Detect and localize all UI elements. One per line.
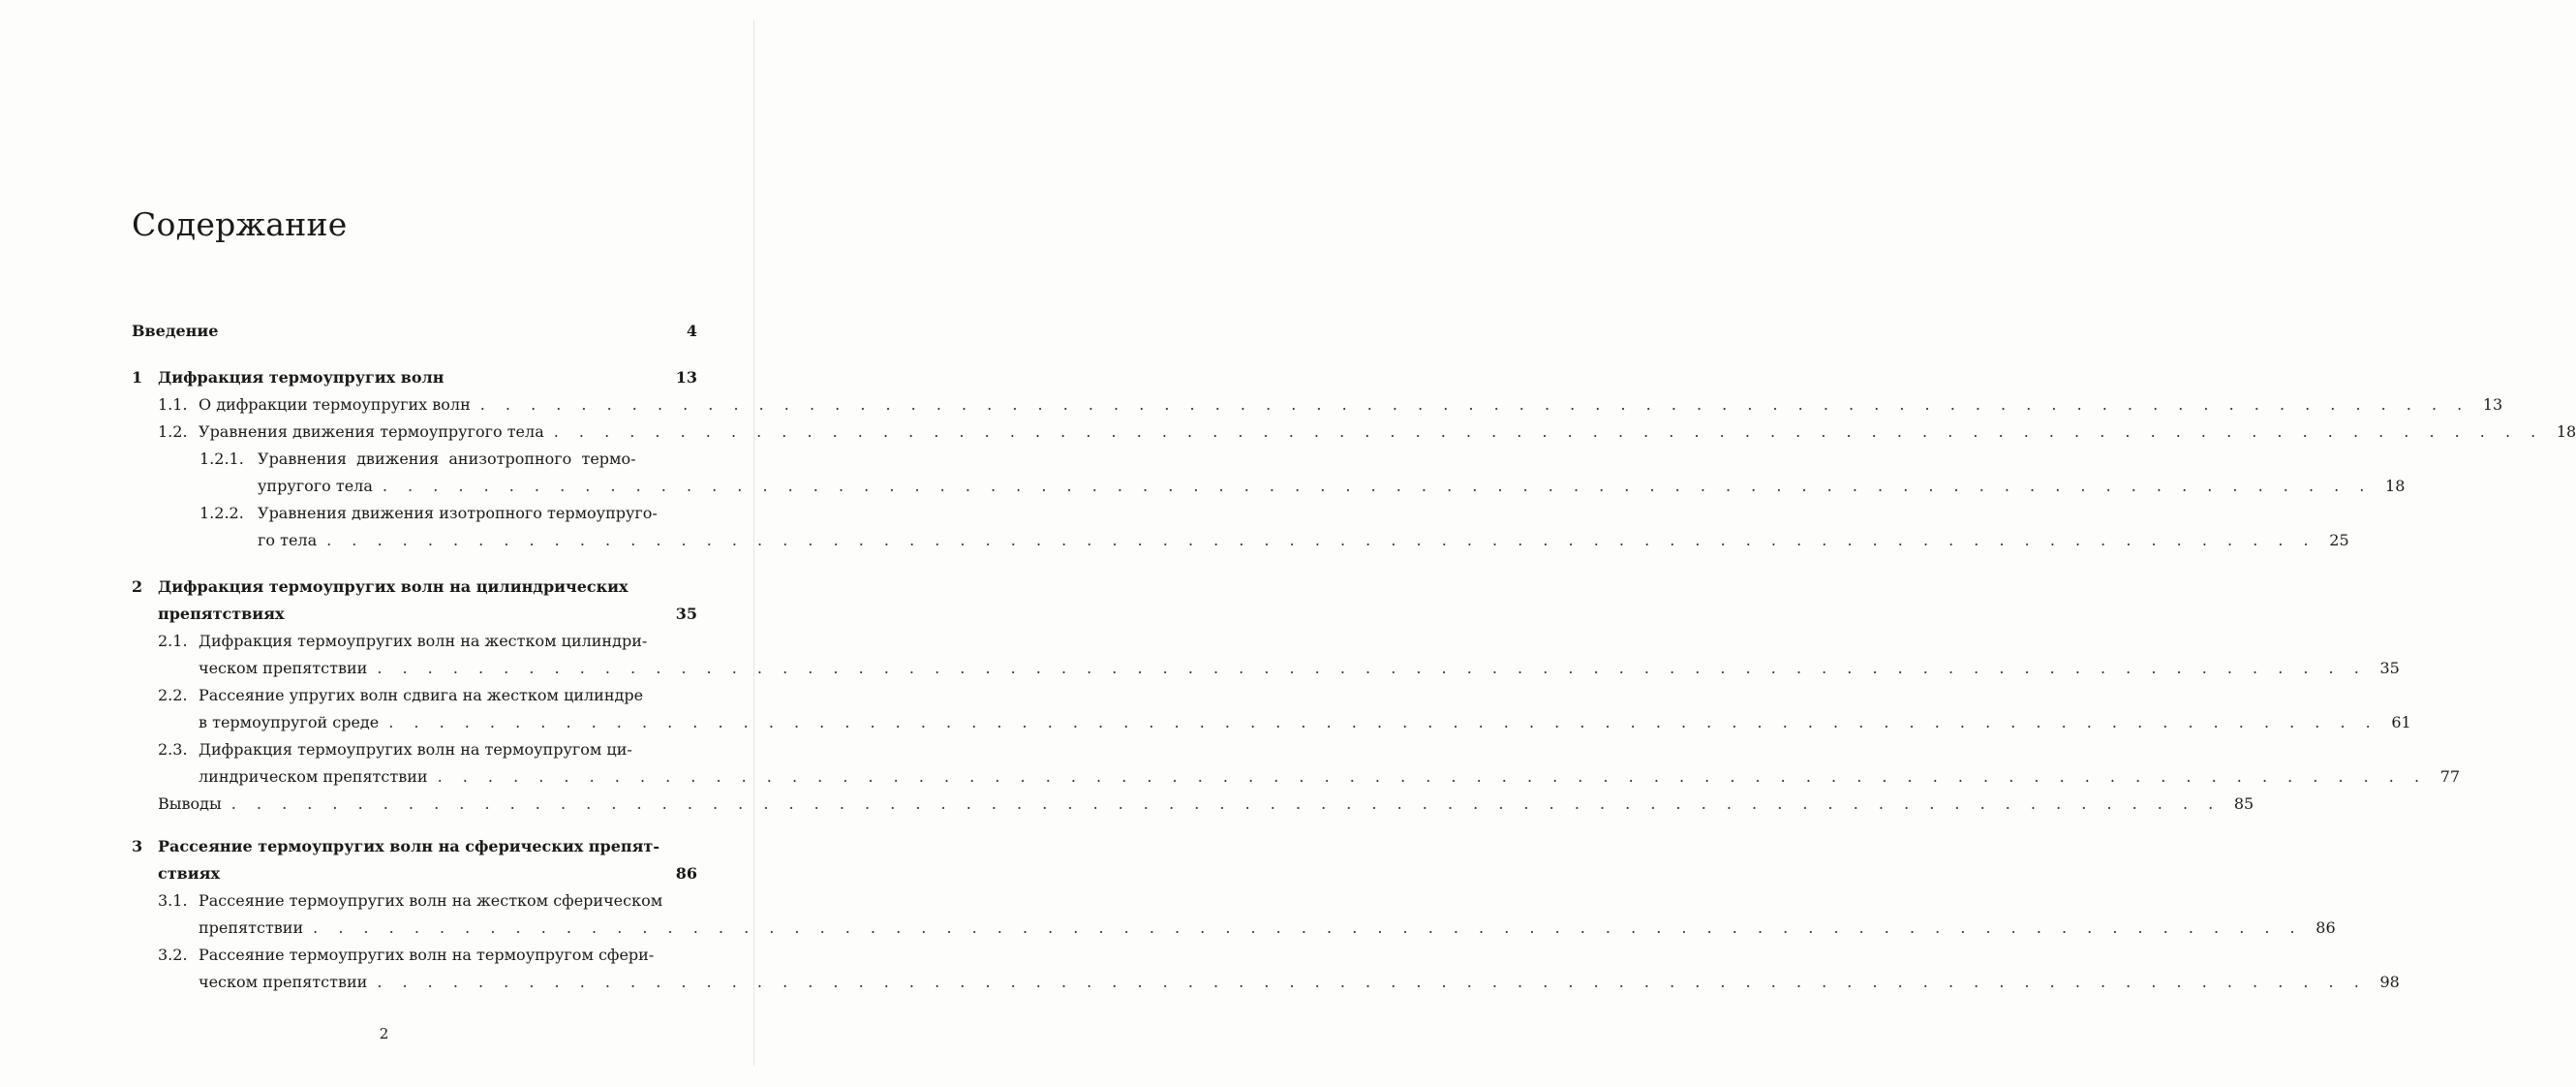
toc-subsection-1-2-1-cont[interactable] xyxy=(258,477,2406,496)
toc-section-2-2-cont[interactable] xyxy=(199,713,2411,732)
leader-dots xyxy=(326,531,2316,550)
toc-page-number: 18 xyxy=(2385,477,2406,495)
footer-page-number: 2 xyxy=(379,1025,389,1042)
conclusions-label: Выводы xyxy=(158,794,222,813)
toc-chapter-1[interactable] xyxy=(132,368,697,388)
toc-subsection-1-2-2[interactable] xyxy=(199,504,697,523)
toc-subsection-1-2-1[interactable] xyxy=(199,450,697,469)
leader-dots xyxy=(377,973,2367,992)
chapter-title: Дифракция термоупругих волн xyxy=(158,368,445,387)
toc-section-2-3[interactable] xyxy=(158,740,697,760)
section-title-line1: Рассеяние термоупругих волн на термоупругом сфери- xyxy=(199,946,655,964)
toc-page-number: 18 xyxy=(2556,422,2576,441)
section-title-line2: линдрическом препятствии xyxy=(199,767,428,786)
toc-chapter-2-cont[interactable] xyxy=(158,605,697,624)
chapter-title-line1: Рассеяние термоупругих волн на сферических препят- xyxy=(158,837,659,855)
chapter-number: 2 xyxy=(132,577,143,596)
subsection-title-line2: го тела xyxy=(258,531,318,549)
toc-page-number: 25 xyxy=(2329,531,2349,549)
section-title-line2: препятствии xyxy=(199,918,304,937)
leader-dots xyxy=(554,422,2544,442)
section-title-line1: Рассеяние термоупругих волн на жестком сферическом xyxy=(199,891,663,910)
chapter-title-line1: Дифракция термоупругих волн на цилиндрических xyxy=(158,577,629,596)
toc-chapter-2[interactable] xyxy=(132,577,697,597)
chapter-number: 1 xyxy=(132,368,143,387)
toc-section-1-1[interactable] xyxy=(158,395,2503,415)
toc-page-number: 35 xyxy=(675,605,697,623)
toc-section-2-2[interactable] xyxy=(158,686,697,705)
leader-dots xyxy=(388,713,2378,732)
subsection-title-line2: упругого тела xyxy=(258,477,373,495)
subsection-title-line1: Уравнения движения изотропного термоупруго- xyxy=(258,504,658,522)
toc-section-3-1[interactable] xyxy=(158,891,697,911)
chapter-number: 3 xyxy=(132,837,143,855)
toc-page-number: 13 xyxy=(675,368,697,387)
chapter-title-line2: препятствиях xyxy=(158,605,285,623)
toc-section-3-2-cont[interactable] xyxy=(199,973,2400,992)
toc-subsection-1-2-2-cont[interactable] xyxy=(258,531,2349,550)
toc-section-1-2[interactable] xyxy=(158,422,2576,442)
toc-page-number: 77 xyxy=(2439,767,2461,786)
section-number: 2.3. xyxy=(158,740,188,759)
toc-section-3-1-cont[interactable] xyxy=(199,918,2336,938)
section-title: Уравнения движения термоупругого тела xyxy=(199,422,544,441)
toc-chapter-3-cont[interactable] xyxy=(158,864,697,884)
subsection-number: 1.2.2. xyxy=(199,504,244,522)
toc-page-number: 86 xyxy=(2315,918,2336,937)
section-title-line2: в термоупругой среде xyxy=(199,713,380,731)
toc-page-number: 85 xyxy=(2233,794,2254,813)
section-title-line2: ческом препятствии xyxy=(199,659,368,677)
toc-entry-label: Введение xyxy=(132,322,219,340)
leader-dots xyxy=(377,659,2367,678)
section-number: 2.1. xyxy=(158,632,188,650)
section-title-line1: Дифракция термоупругих волн на термоупругом ци- xyxy=(199,740,632,759)
leader-dots xyxy=(231,794,2222,814)
section-title-line1: Дифракция термоупругих волн на жестком цилиндри- xyxy=(199,632,648,650)
toc-page-number: 4 xyxy=(686,322,697,340)
toc-page-number: 98 xyxy=(2379,973,2400,991)
toc-section-3-2[interactable] xyxy=(158,946,697,965)
toc-section-2-1[interactable] xyxy=(158,632,697,651)
section-number: 1.2. xyxy=(158,422,188,441)
toc-page-number: 61 xyxy=(2391,713,2411,731)
toc-page-number: 86 xyxy=(675,864,697,883)
toc-chapter-3[interactable] xyxy=(132,837,697,856)
section-number: 1.1. xyxy=(158,395,188,414)
subsection-number: 1.2.1. xyxy=(199,450,244,468)
toc-page-number: 13 xyxy=(2482,395,2503,414)
toc-section-2-3-cont[interactable] xyxy=(199,767,2461,787)
chapter-title-line2: ствиях xyxy=(158,864,220,883)
leader-dots xyxy=(480,395,2470,415)
section-number: 3.1. xyxy=(158,891,188,910)
toc-entry-intro[interactable] xyxy=(132,322,697,341)
section-number: 3.2. xyxy=(158,946,188,964)
section-title: О дифракции термоупругих волн xyxy=(199,395,471,414)
section-title-line2: ческом препятствии xyxy=(199,973,368,991)
toc-page-number: 35 xyxy=(2379,659,2400,677)
toc-section-2-1-cont[interactable] xyxy=(199,659,2400,678)
leader-dots xyxy=(383,477,2373,496)
subsection-title-line1: Уравнения движения анизотропного термо- xyxy=(258,450,636,468)
page-title: Содержание xyxy=(132,205,348,243)
section-number: 2.2. xyxy=(158,686,188,704)
section-title-line1: Рассеяние упругих волн сдвига на жестком цилиндре xyxy=(199,686,644,704)
toc-conclusions[interactable] xyxy=(158,794,2254,814)
leader-dots xyxy=(438,767,2428,787)
leader-dots xyxy=(313,918,2303,938)
